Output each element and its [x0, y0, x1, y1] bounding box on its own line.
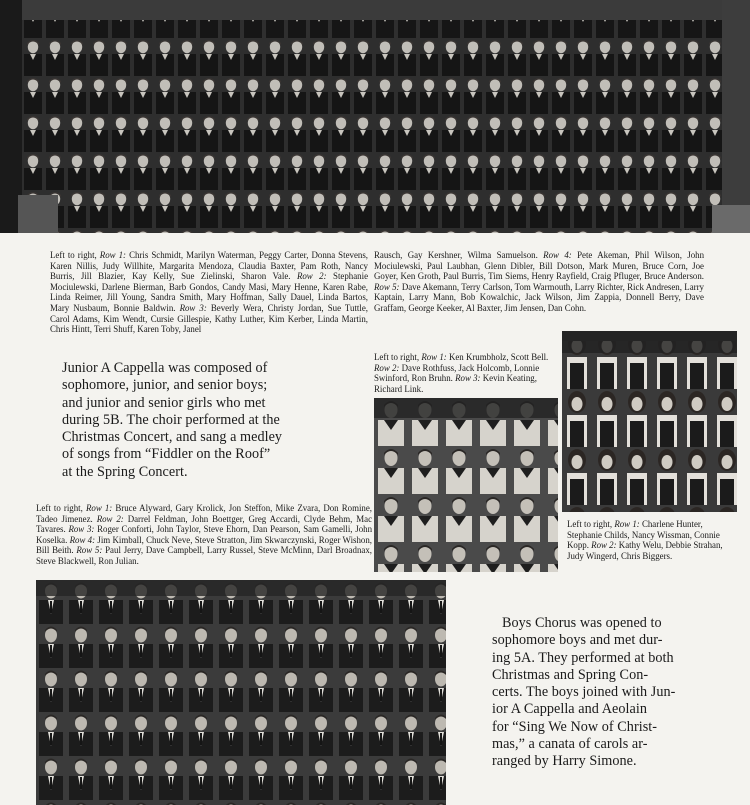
girls-photo — [562, 331, 737, 512]
paragraph-line: ing 5A. They performed at both — [492, 649, 674, 666]
paragraph-line: mas,” a canata of carols ar- — [492, 736, 648, 753]
paragraph-line: certs. The boys joined with Jun- — [492, 684, 676, 701]
paragraph-line: Boys Chorus was opened to — [502, 615, 662, 631]
girls-caption: Left to right, Row 1: Charlene Hunter, Stephanie Childs, Nancy Wissman, Connie Kopp. Row 2: Kathy Welu, Debbie Strahan, Judy Wingerd, Chris Biggers. — [567, 519, 723, 561]
paragraph-line: during 5B. The choir performed at the — [62, 411, 280, 428]
paragraph-line: Christmas and Spring Con- — [492, 666, 649, 683]
paragraph-line: at the Spring Concert. — [62, 463, 188, 480]
paragraph-line: Junior A Cappella was composed of — [62, 360, 268, 376]
paragraph-line: Christmas Concert, and sang a medley — [62, 429, 283, 446]
paragraph-line: and junior and senior girls who met — [62, 394, 266, 411]
choir-caption-right: Rausch, Gay Kershner, Wilma Samuelson. Row 4: Pete Akeman, Phil Wilson, John Mociulewski, Paul Laubhan, Glenn Dibler, Bill Dotson, Mark Muren, Bruce Corn, Joe Goyer, Ken Groth, Paul Burris, Tim Siems, Henry Rayfield, Craig Pfluger, Bruce Anderson. Row 5: Dave Akemann, Terry Carlson, Tom Warmouth, Larry Richter, Rick Andresen, Larry Kaptain, Larry Mann, Bob Kowalchic, Jack Wilson, Jim Zappia, Donnell Berry, Dave Graffam, George Keeker, Al Baxter, Jim Jensen, Dan Cohn. — [374, 250, 705, 313]
small-boys-photo — [374, 398, 558, 572]
small-boys-caption: Left to right, Row 1: Ken Krumbholz, Scott Bell. Row 2: Dave Rothfuss, Jack Holcomb, Lonnie Swinford, Ron Bruhn. Row 3: Kevin Keating, Richard Link. — [374, 352, 549, 394]
paragraph-line: for “Sing We Now of Christ- — [492, 718, 658, 735]
choir-photo — [0, 0, 750, 233]
paragraph-line: sophomore boys and met dur- — [492, 632, 663, 649]
boys-chorus-photo — [36, 580, 446, 805]
boys-chorus-caption: Left to right, Row 1: Bruce Alyward, Gary Krolick, Jon Steffon, Mike Zvara, Don Romine, Tadeo Jimenez. Row 2: Darrel Feldman, John Boettger, Greg Accardi, Clyde Behm, Mac Tavares. Row 3: Roger Conforti, John Taylor, Steve Ehorn, Dan Pearson, Sam Gamelli, John Koselka. Row 4: Jim Kimball, Chuck Neve, Steve Stratton, Jim Skwarczynski, Roger Wishon, Bill Beith. Row 5: Paul Jerry, Dave Campbell, Larry Russel, Steve McMinn, Darl Broadnax, Steve Blackwell, Ron Julian. — [36, 503, 373, 566]
paragraph-line: of songs from “Fiddler on the Roof” — [62, 446, 271, 463]
paragraph-line: ranged by Harry Simone. — [492, 753, 637, 770]
paragraph-line: ior A Cappella and Aeolain — [492, 701, 647, 718]
junior-a-cappella-paragraph — [62, 360, 347, 481]
choir-caption-left: Left to right, Row 1: Chris Schmidt, Marilyn Waterman, Peggy Carter, Donna Stevens, Karen Nillis, Judy Willhite, Margarita Mendoza, Claudia Baxter, Pam Roth, Nancy Burris, Jill Blazier, Kay Kelly, Sue Zielinski, Sharon Vale. Row 2: Stephanie Mociulewski, Darlene Bierman, Barb Gondos, Candy Masi, Mary Henne, Karen Rabe, Linda Reimer, Jill Young, Sandra Smith, Mary Hoffman, Sally Dauel, Linda Bartos, Mary Nusbaum, Bonnie Baldwin. Row 3: Beverly Wera, Christy Jordan, Sue Tuttle, Carol Adams, Kim Wendt, Cursie Gillespie, Kathy Luther, Kim Kerber, Linda Martin, Chris Hintt, Terri Shuff, Karen Toby, Janel — [50, 250, 369, 335]
paragraph-line: sophomore, junior, and senior boys; — [62, 377, 268, 394]
boys-chorus-paragraph — [492, 615, 732, 771]
